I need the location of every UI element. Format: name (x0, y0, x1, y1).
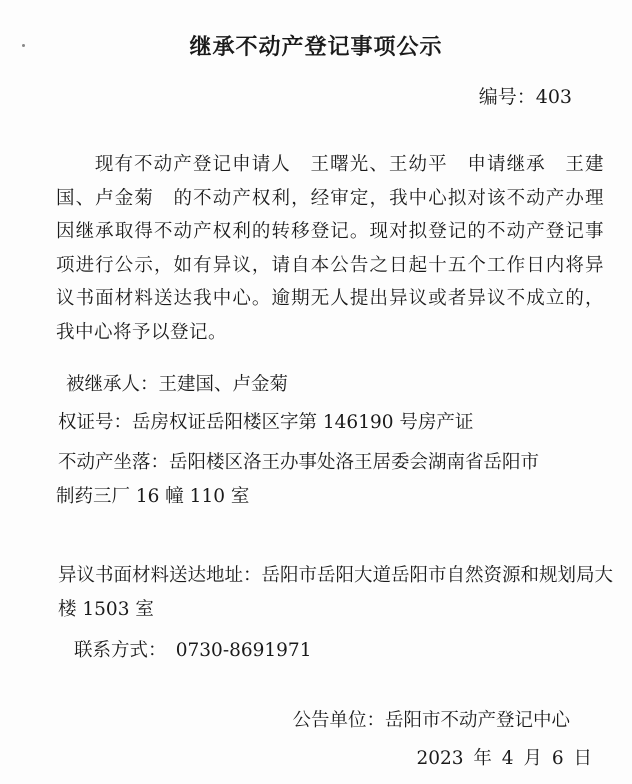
property-location-line-1: 不动产坐落：岳阳楼区洛王办事处洛王居委会湖南省岳阳市 (58, 452, 540, 473)
notice-body-paragraph: 现有不动产登记申请人 王曙光、王幼平 申请继承 王建国、卢金菊 的不动产权利，经审定，我中心拟对该不动产办理因继承取得不动产权利的转移登记。现对拟登记的不动产登记事项进行公示，如有异议，请自本公告之日起十五个工作日内将异议书面材料送达我中心。逾期无人提出异议或者异议不成立的，我中心将予以登记。 (56, 154, 604, 343)
property-location-line-2: 制药三厂 16 幢 110 室 (56, 485, 250, 507)
contact-line: 联系方式： 0730-8691971 (74, 640, 312, 661)
certificate-number-line: 权证号：岳房权证岳阳楼区字第 146190 号房产证 (58, 412, 474, 433)
notice-date: 2023 年 4 月 6 日 (416, 748, 592, 769)
property-location-line (58, 446, 610, 513)
objection-address-line: 异议书面材料送达地址：岳阳市岳阳大道岳阳市自然资源和规划局大楼 1503 室 (58, 565, 614, 620)
decedent-line: 被继承人：王建国、卢金菊 (66, 374, 289, 395)
issuing-unit: 公告单位：岳阳市不动产登记中心 (292, 710, 570, 731)
document-number: 编号：403 (478, 86, 572, 108)
notice-title: 继承不动产登记事项公示 (189, 35, 443, 60)
